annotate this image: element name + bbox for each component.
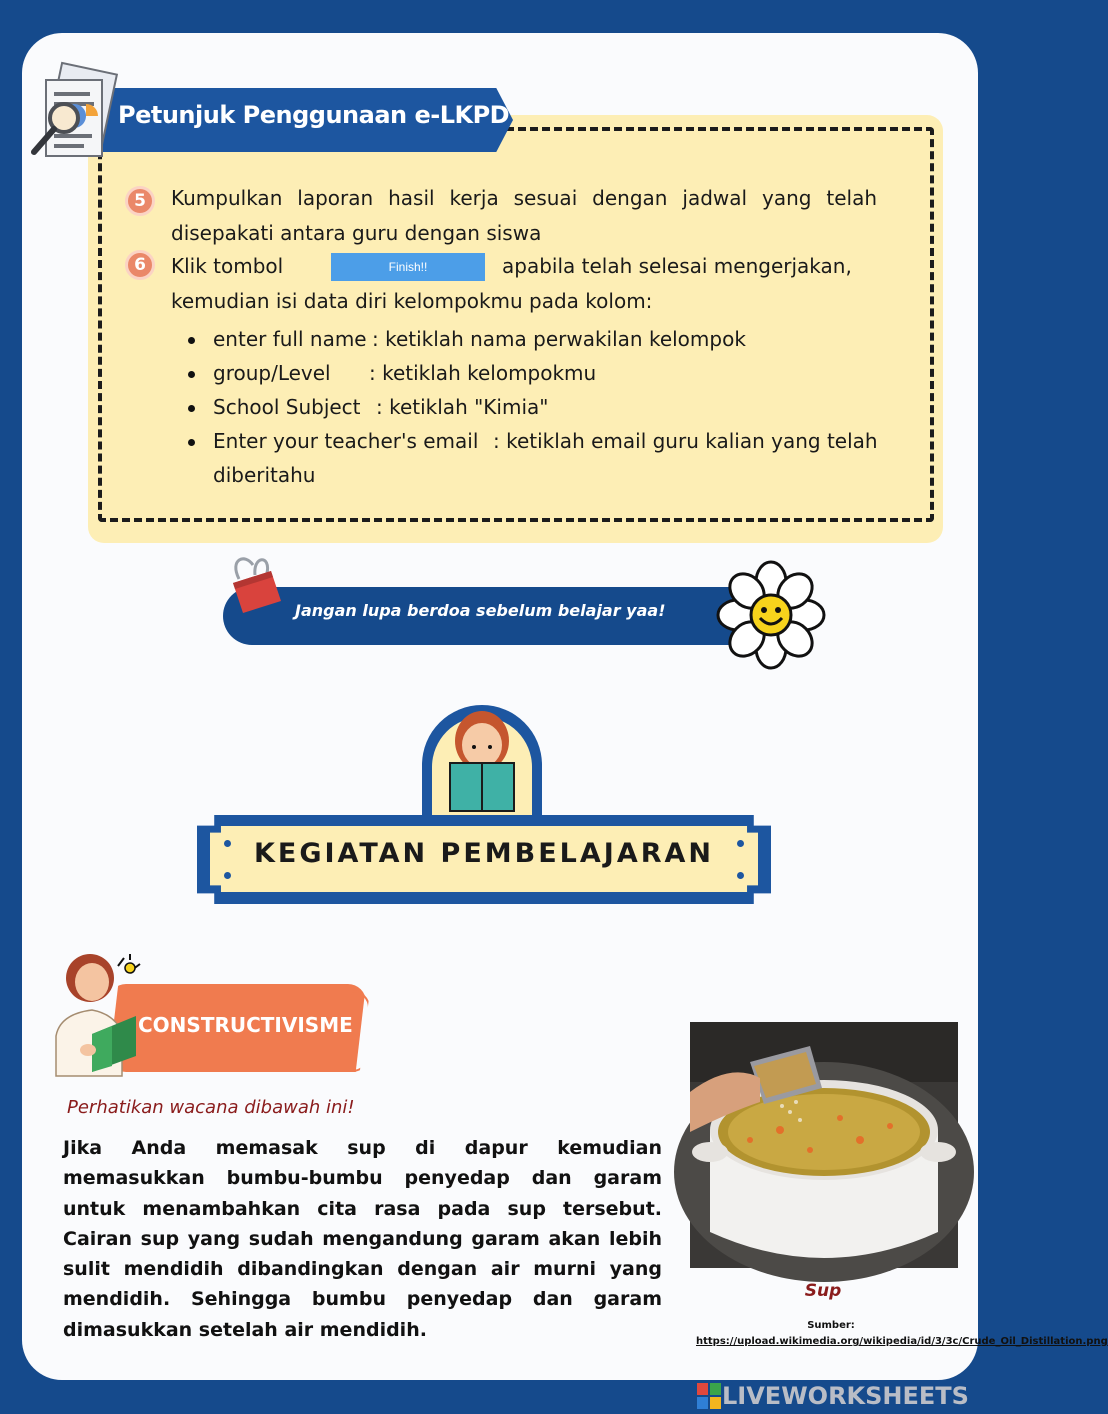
image-caption: Sup (804, 1281, 842, 1301)
page-title: Petunjuk Penggunaan e-LKPD (118, 101, 510, 129)
step-number-badge: 5 (125, 186, 155, 216)
step-6-line-2: kemudian isi data diri kelompokmu pada kolom: (171, 289, 653, 313)
step-5-line-1: Kumpulkan laporan hasil kerja sesuai dengan jadwal yang telah (171, 186, 877, 210)
section-title: KEGIATAN PEMBELAJARAN (253, 838, 715, 869)
field-desc: : ketiklah nama perwakilan kelompok (372, 327, 746, 351)
step-6-pre: Klik tombol (171, 254, 284, 278)
field-label: Enter your teacher's email (213, 429, 479, 453)
source-label: Sumber: (807, 1320, 855, 1331)
reminder-text: Jangan lupa berdoa sebelum belajar yaa! (295, 601, 666, 620)
field-label: School Subject (213, 395, 361, 419)
liveworksheets-logo-icon (697, 1383, 721, 1409)
field-desc: : ketiklah email guru kalian yang telah (493, 429, 878, 453)
source-link[interactable]: https://upload.wikimedia.org/wikipedia/id/3/3c/Crude_Oil_Distillation.png (696, 1336, 1108, 1347)
reading-girl-icon (420, 705, 544, 817)
soup-pot-photo (690, 1022, 958, 1268)
document-magnifier-icon (28, 62, 120, 166)
field-label: enter full name (213, 327, 367, 351)
field-desc: : ketiklah kelompokmu (369, 361, 597, 385)
watermark-text: LIVEWORKSHEETS (722, 1382, 969, 1410)
field-desc-cont: diberitahu (213, 463, 316, 487)
step-6-post: apabila telah selesai mengerjakan, (502, 254, 852, 278)
decor-dot (737, 872, 744, 879)
approach-title: CONSTRUCTIVISME (138, 1013, 353, 1037)
bullet-dot (188, 337, 195, 344)
bullet-dot (188, 371, 195, 378)
reading-passage: Jika Anda memasak sup di dapur kemudian memasukkan bumbu-bumbu penyedap dan garam untuk menambahkan cita rasa pada sup tersebut. Cairan sup yang sudah mengandung garam akan lebih sulit mendidih dibandingkan dengan air murni yang mendidih. Sehingga bumbu penyedap dan garam dimasukkan setelah air mendidih. (63, 1137, 662, 1341)
bullet-dot (188, 439, 195, 446)
bullet-dot (188, 405, 195, 412)
finish-button[interactable]: Finish!! (331, 253, 485, 281)
binder-clip-icon (225, 553, 285, 615)
reading-instruction: Perhatikan wacana dibawah ini! (67, 1097, 355, 1118)
step-5-line-2: disepakati antara guru dengan siswa (171, 221, 542, 245)
decor-dot (224, 872, 231, 879)
step-number-badge: 6 (125, 250, 155, 280)
field-desc: : ketiklah "Kimia" (376, 395, 549, 419)
smiley-flower-icon (716, 560, 826, 670)
teacher-icon (52, 952, 152, 1076)
field-label: group/Level (213, 361, 331, 385)
